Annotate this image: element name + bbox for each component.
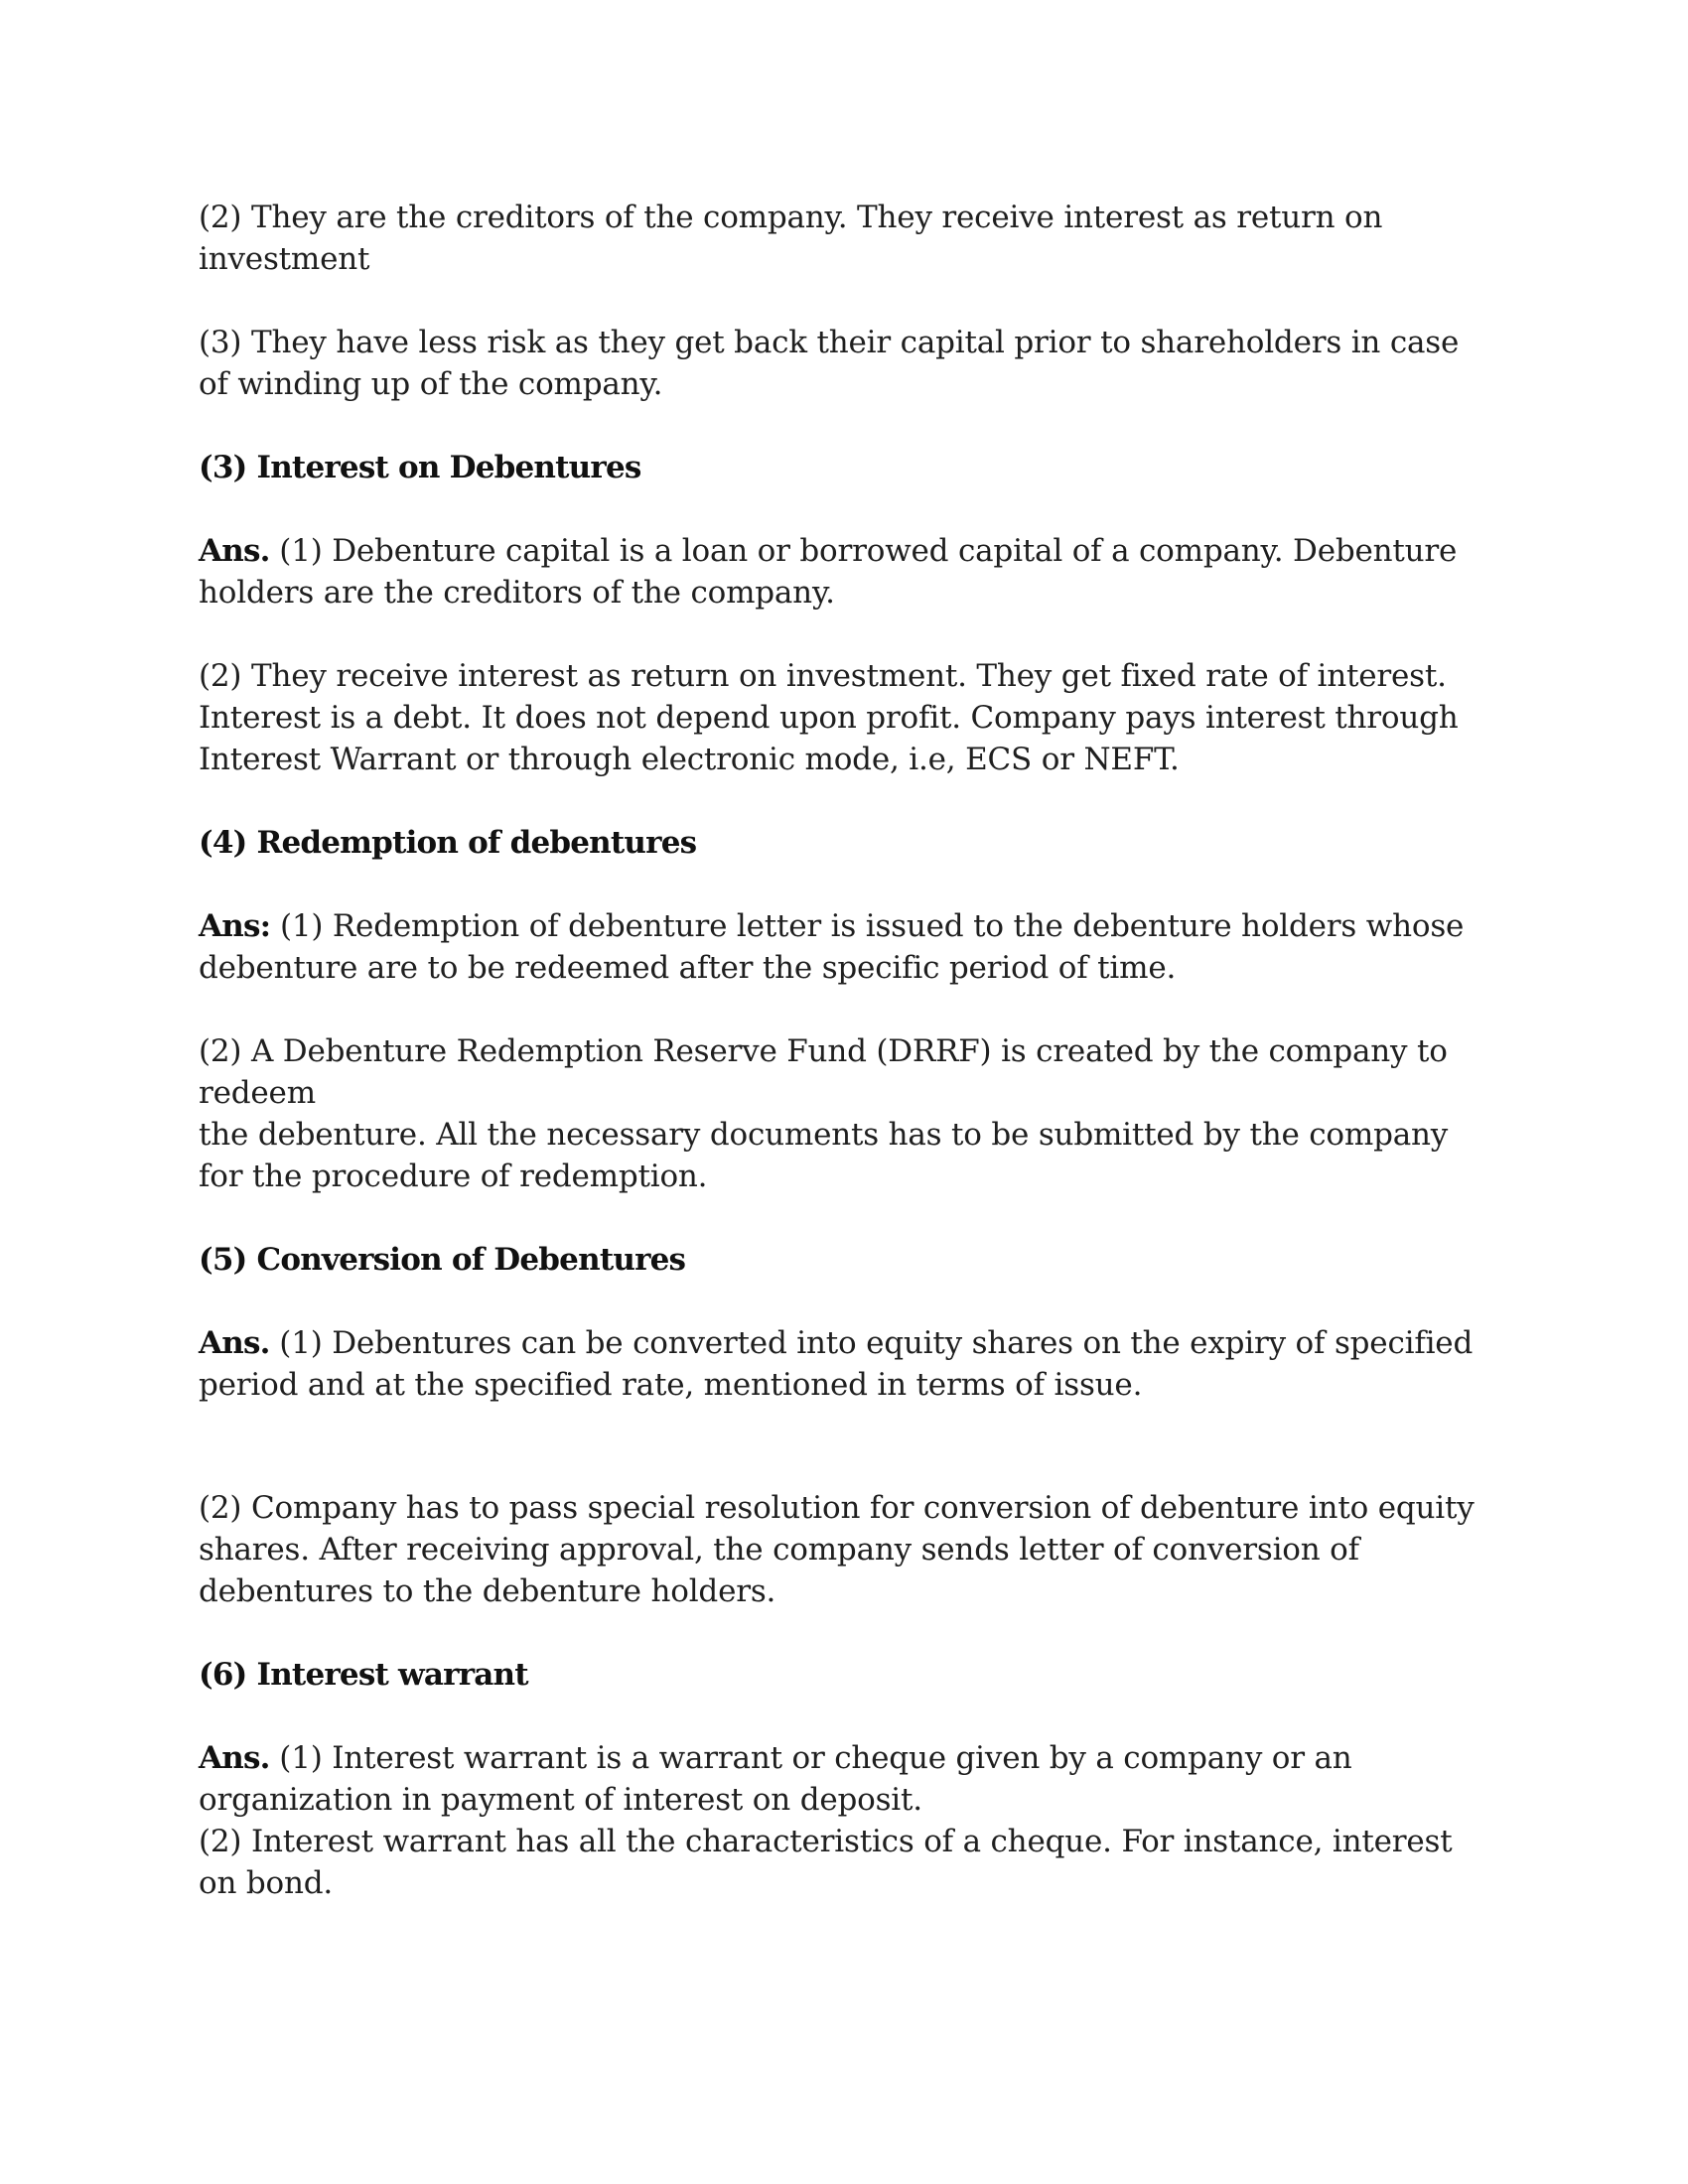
answer-text: (1) Interest warrant is a warrant or cheque given by a company or an organization in payment of interest on deposit. bbox=[199, 1740, 1352, 1818]
answer-text: (1) Redemption of debenture letter is issued to the debenture holders whose debenture are to be redeemed after the specific period of time. bbox=[199, 908, 1465, 986]
answer-prefix: Ans. bbox=[199, 1325, 270, 1361]
paragraph-creditors: (2) They are the creditors of the company. They receive interest as return on investment bbox=[199, 200, 1383, 277]
paragraph-cheque-characteristics: (2) Interest warrant has all the characteristics of a cheque. For instance, interest on bond. bbox=[199, 1824, 1453, 1901]
answer-text: (1) Debenture capital is a loan or borrowed capital of a company. Debenture holders are the creditors of the company. bbox=[199, 533, 1458, 611]
paragraph-special-resolution: (2) Company has to pass special resolution for conversion of debenture into equity shares. After receiving approval, the company sends letter of conversion of debentures to the debenture holders. bbox=[199, 1490, 1475, 1609]
document-body bbox=[199, 197, 1494, 1946]
answer-prefix: Ans. bbox=[199, 1740, 270, 1776]
heading-interest-on-debentures: (3) Interest on Debentures bbox=[199, 450, 641, 485]
heading-redemption-of-debentures: (4) Redemption of debentures bbox=[199, 825, 697, 861]
answer-interest-on-debentures bbox=[199, 530, 1494, 614]
answer-interest-warrant bbox=[199, 1737, 1494, 1821]
answer-text: (1) Debentures can be converted into equity shares on the expiry of specified period and at the specified rate, mentioned in terms of issue. bbox=[199, 1325, 1474, 1403]
paragraph-fixed-rate-interest: (2) They receive interest as return on investment. They get fixed rate of interest. Interest is a debt. It does not depend upon profit. Company pays interest through Interest Warrant or through electronic mode, i.e, ECS or NEFT. bbox=[199, 658, 1459, 777]
paragraph-drrf: (2) A Debenture Redemption Reserve Fund (DRRF) is created by the company to redeem bbox=[199, 1033, 1448, 1111]
answer-conversion-of-debentures bbox=[199, 1322, 1494, 1406]
answer-prefix: Ans. bbox=[199, 533, 270, 569]
answer-prefix: Ans: bbox=[199, 908, 271, 944]
paragraph-drrf-continued: the debenture. All the necessary documents has to be submitted by the company for the procedure of redemption. bbox=[199, 1117, 1449, 1194]
heading-interest-warrant: (6) Interest warrant bbox=[199, 1657, 528, 1693]
heading-conversion-of-debentures: (5) Conversion of Debentures bbox=[199, 1242, 686, 1278]
paragraph-less-risk: (3) They have less risk as they get back their capital prior to shareholders in case of winding up of the company. bbox=[199, 325, 1460, 402]
answer-redemption-of-debentures bbox=[199, 905, 1494, 989]
